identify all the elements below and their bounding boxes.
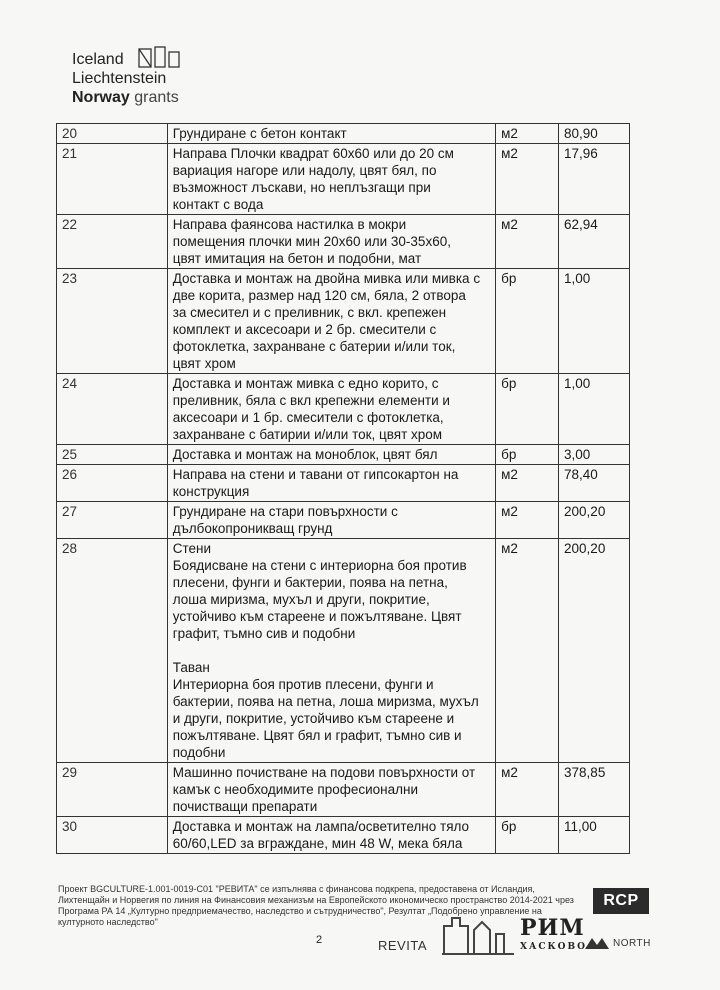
grants-mark-icon [138, 46, 184, 70]
row-unit: м2 [496, 124, 559, 144]
row-number: 29 [57, 763, 168, 817]
row-number: 26 [57, 465, 168, 502]
row-quantity: 1,00 [559, 374, 630, 445]
items-table [56, 123, 630, 854]
north-logo-icon [584, 936, 610, 950]
row-quantity: 1,00 [559, 269, 630, 374]
table-row [57, 539, 630, 763]
row-description: Машинно почистване на подови повърхности от камък с необходимите професионални почистващи препарати [167, 763, 495, 817]
row-number: 27 [57, 502, 168, 539]
row-number: 28 [57, 539, 168, 763]
rcp-logo: RCP [593, 888, 649, 914]
table-row [57, 124, 630, 144]
row-number: 25 [57, 445, 168, 465]
row-unit: м2 [496, 539, 559, 763]
row-quantity: 200,20 [559, 539, 630, 763]
row-quantity: 62,94 [559, 215, 630, 269]
logo-line-iceland: Iceland [72, 51, 124, 68]
row-description: Направа фаянсова настилка в мокри помещения плочки мин 20х60 или 30-35х60, цвят имитация на бетон и подобни, мат [167, 215, 495, 269]
row-unit: бр [496, 445, 559, 465]
row-description: Доставка и монтаж на двойна мивка или мивка с две корита, размер над 120 см, бяла, 2 отвора за смесител и с преливник, с вкл. крепежен комплект и аксесоари и 2 бр. смесители с фотоклетка, захранване с батерии и/или ток, цвят хром [167, 269, 495, 374]
row-quantity: 11,00 [559, 817, 630, 854]
row-number: 24 [57, 374, 168, 445]
row-description: Стени Боядисване на стени с интериорна боя против плесени, фунги и бактерии, поява на петна, лоша миризма, мухъл и други, покритие, устойчиво към стареене и пожълтяване. Цвят графит, тъмно сив и подобни Таван Интериорна боя против плесени, фунги и бактерии, поява на петна, лоша миризма, мухъл и други, покритие, устойчиво към стареене и пожълтяване. Цвят бял и графит, тъмно сив и подобни [167, 539, 495, 763]
table-row [57, 269, 630, 374]
row-description: Направа Плочки квадрат 60х60 или до 20 см вариация нагоре или надолу, цвят бял, по възможност лъскави, но неплъзгащи при контакт с вода [167, 144, 495, 215]
row-description: Доставка и монтаж на лампа/осветително тяло 60/60,LED за вграждане, мин 48 W, мека бяла [167, 817, 495, 854]
row-description: Направа на стени и тавани от гипсокартон на конструкция [167, 465, 495, 502]
row-quantity: 78,40 [559, 465, 630, 502]
row-description: Доставка и монтаж на моноблок, цвят бял [167, 445, 495, 465]
row-unit: м2 [496, 763, 559, 817]
logo-line-liechtenstein: Liechtenstein [72, 70, 167, 87]
row-number: 23 [57, 269, 168, 374]
row-unit: бр [496, 817, 559, 854]
row-quantity: 200,20 [559, 502, 630, 539]
logo-line-norway-grants [72, 89, 179, 107]
logo-norway: Norway [72, 89, 130, 106]
revita-logo-text: REVITA [378, 938, 427, 953]
row-number: 21 [57, 144, 168, 215]
logo-grants: grants [134, 89, 179, 106]
row-description: Доставка и монтаж мивка с едно корито, с преливник, бяла с вкл крепежни елементи и аксесоари и 1 бр. смесители с фотоклетка, захранване с батирии и/или ток, цвят хром [167, 374, 495, 445]
row-description: Грундиране с бетон контакт [167, 124, 495, 144]
table-row [57, 445, 630, 465]
row-unit: м2 [496, 144, 559, 215]
row-quantity: 17,96 [559, 144, 630, 215]
table-row [57, 465, 630, 502]
table-row [57, 144, 630, 215]
items-table-body [57, 124, 630, 854]
footer-funding-note: Проект BGCULTURE-1.001-0019-C01 "РЕВИТА" се изпълнява с финансова подкрепа, предоставена от Исландия, Лихтенщайн и Норвегия по линия на Финансовия механизъм на Европейското икономическо пространство 2014-2021 чрез Програма РА 14 „Културно предприемачество, наследство и сътрудничество", Резултат „Подобрено управление на културното наследство" [58, 884, 574, 927]
table-row [57, 817, 630, 854]
table-row [57, 215, 630, 269]
north-logo-text: NORTH [613, 938, 651, 949]
row-number: 20 [57, 124, 168, 144]
row-unit: бр [496, 374, 559, 445]
page-number: 2 [316, 934, 323, 946]
table-row [57, 374, 630, 445]
row-description: Грундиране на стари повърхности с дълбокопроникващ грунд [167, 502, 495, 539]
row-unit: м2 [496, 465, 559, 502]
rim-logo-subtitle: ХАСКОВО [520, 942, 587, 952]
row-unit: м2 [496, 215, 559, 269]
row-quantity: 3,00 [559, 445, 630, 465]
row-unit: м2 [496, 502, 559, 539]
row-unit: бр [496, 269, 559, 374]
table-row [57, 502, 630, 539]
eea-grants-logo [72, 44, 272, 114]
row-quantity: 378,85 [559, 763, 630, 817]
table-row [57, 763, 630, 817]
row-number: 22 [57, 215, 168, 269]
row-number: 30 [57, 817, 168, 854]
rim-logo-text: РИМ [520, 915, 585, 941]
row-quantity: 80,90 [559, 124, 630, 144]
